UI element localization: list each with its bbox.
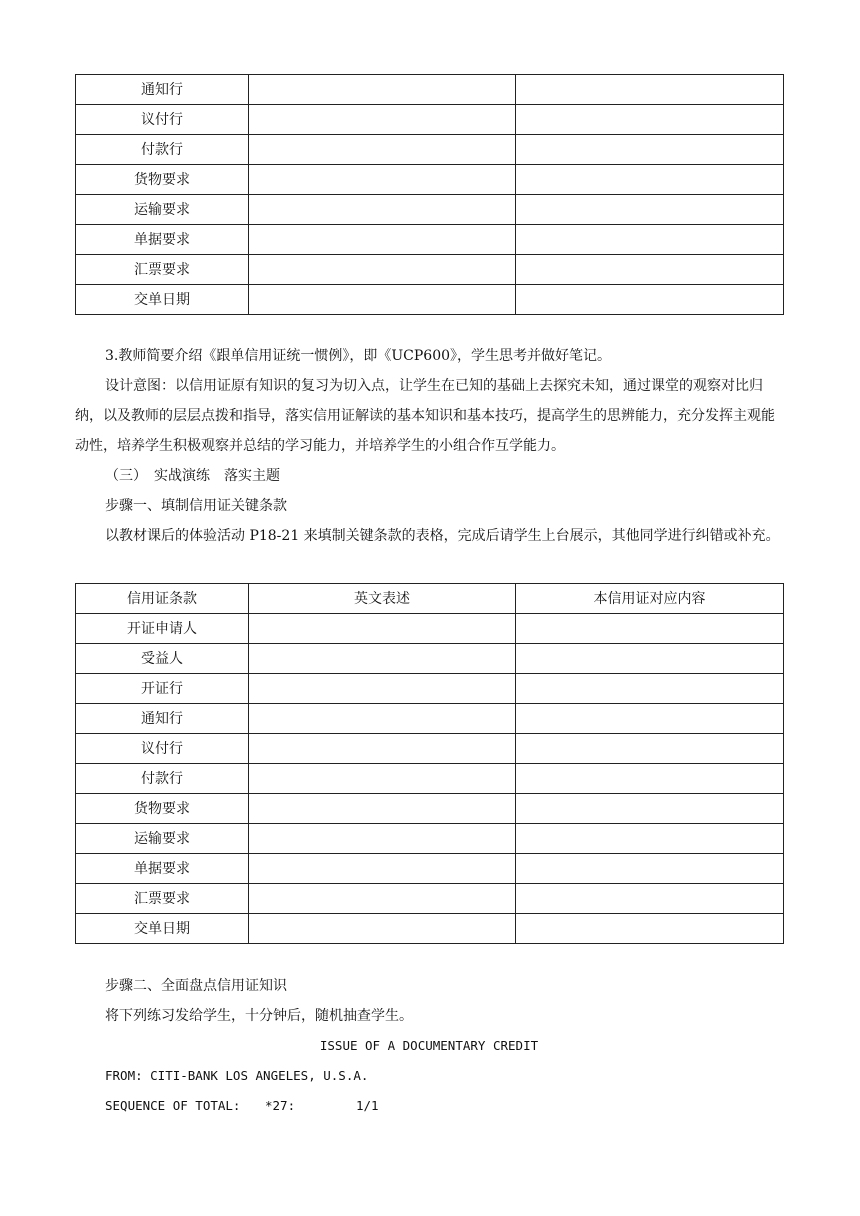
credit-from-line: FROM: CITI-BANK LOS ANGELES, U.S.A.	[105, 1068, 369, 1083]
empty-cell	[249, 225, 516, 255]
empty-cell	[516, 854, 784, 884]
empty-cell	[249, 914, 516, 944]
step-two-heading: 步骤二、全面盘点信用证知识	[105, 978, 287, 994]
table-row	[76, 794, 784, 824]
empty-cell	[516, 255, 784, 285]
empty-cell	[249, 884, 516, 914]
clause-name: 运输要求	[76, 195, 249, 225]
table-row	[76, 614, 784, 644]
clause-name: 交单日期	[76, 914, 249, 944]
table-row	[76, 884, 784, 914]
table-row	[76, 255, 784, 285]
empty-cell	[516, 794, 784, 824]
empty-cell	[516, 285, 784, 315]
clause-name: 付款行	[76, 764, 249, 794]
table-row	[76, 644, 784, 674]
empty-cell	[516, 884, 784, 914]
empty-cell	[516, 734, 784, 764]
clause-name: 开证申请人	[76, 614, 249, 644]
clause-name: 交单日期	[76, 285, 249, 315]
step-one-heading: 步骤一、填制信用证关键条款	[105, 498, 287, 514]
table-row	[76, 674, 784, 704]
empty-cell	[516, 195, 784, 225]
table-row	[76, 75, 784, 105]
clause-name: 货物要求	[76, 165, 249, 195]
empty-cell	[516, 704, 784, 734]
column-header: 英文表述	[249, 584, 516, 614]
empty-cell	[516, 165, 784, 195]
clause-name: 通知行	[76, 75, 249, 105]
paragraph-ucp600: 3.教师简要介绍《跟单信用证统一惯例》，即《UCP600》，学生思考并做好笔记。	[105, 348, 612, 364]
table-row	[76, 704, 784, 734]
clause-name: 议付行	[76, 105, 249, 135]
empty-cell	[249, 105, 516, 135]
empty-cell	[249, 734, 516, 764]
clause-name: 单据要求	[76, 225, 249, 255]
clause-name: 运输要求	[76, 824, 249, 854]
table-row	[76, 914, 784, 944]
table-row	[76, 135, 784, 165]
clause-table-continued	[75, 74, 784, 315]
empty-cell	[516, 105, 784, 135]
column-header: 信用证条款	[76, 584, 249, 614]
table-header-row	[76, 584, 784, 614]
paragraph-step-two: 将下列练习发给学生，十分钟后，随机抽查学生。	[105, 1008, 413, 1024]
table-row	[76, 854, 784, 884]
empty-cell	[516, 764, 784, 794]
empty-cell	[249, 854, 516, 884]
paragraph-step-one: 以教材课后的体验活动 P18-21 来填制关键条款的表格，完成后请学生上台展示，其他同学进行纠错或补充。	[105, 528, 780, 544]
credit-sequence-code: *27:	[265, 1098, 296, 1113]
clause-name: 议付行	[76, 734, 249, 764]
empty-cell	[249, 75, 516, 105]
empty-cell	[249, 614, 516, 644]
empty-cell	[249, 674, 516, 704]
credit-sequence-label: SEQUENCE OF TOTAL:	[105, 1098, 241, 1113]
empty-cell	[516, 225, 784, 255]
empty-cell	[249, 135, 516, 165]
empty-cell	[249, 165, 516, 195]
empty-cell	[249, 794, 516, 824]
empty-cell	[516, 644, 784, 674]
clause-name: 受益人	[76, 644, 249, 674]
empty-cell	[249, 195, 516, 225]
empty-cell	[516, 135, 784, 165]
empty-cell	[516, 914, 784, 944]
table-row	[76, 734, 784, 764]
table-row	[76, 285, 784, 315]
clause-name: 开证行	[76, 674, 249, 704]
clause-name: 单据要求	[76, 854, 249, 884]
empty-cell	[249, 285, 516, 315]
empty-cell	[249, 704, 516, 734]
table-row	[76, 764, 784, 794]
column-header: 本信用证对应内容	[516, 584, 784, 614]
table-row	[76, 225, 784, 255]
table-row	[76, 165, 784, 195]
empty-cell	[249, 255, 516, 285]
empty-cell	[249, 764, 516, 794]
clause-name: 汇票要求	[76, 255, 249, 285]
clause-name: 汇票要求	[76, 884, 249, 914]
empty-cell	[249, 644, 516, 674]
table-row	[76, 824, 784, 854]
empty-cell	[249, 824, 516, 854]
clause-name: 付款行	[76, 135, 249, 165]
clause-table	[75, 583, 784, 944]
empty-cell	[516, 824, 784, 854]
table-row	[76, 195, 784, 225]
empty-cell	[516, 674, 784, 704]
credit-title: ISSUE OF A DOCUMENTARY CREDIT	[319, 1038, 539, 1053]
empty-cell	[516, 614, 784, 644]
empty-cell	[516, 75, 784, 105]
section-heading: （三） 实战演练 落实主题	[105, 468, 280, 484]
credit-sequence-value: 1/1	[356, 1098, 379, 1113]
clause-name: 通知行	[76, 704, 249, 734]
table-row	[76, 105, 784, 135]
paragraph-design-intent: 设计意图：以信用证原有知识的复习为切入点，让学生在已知的基础上去探究未知，通过课堂的观察对比归纳，以及教师的层层点拨和指导，落实信用证解读的基本知识和基本技巧，提高学生的思辨能力，充分发挥主观能动性，培养学生积极观察并总结的学习能力，并培养学生的小组合作互学能力。	[75, 378, 775, 454]
clause-name: 货物要求	[76, 794, 249, 824]
